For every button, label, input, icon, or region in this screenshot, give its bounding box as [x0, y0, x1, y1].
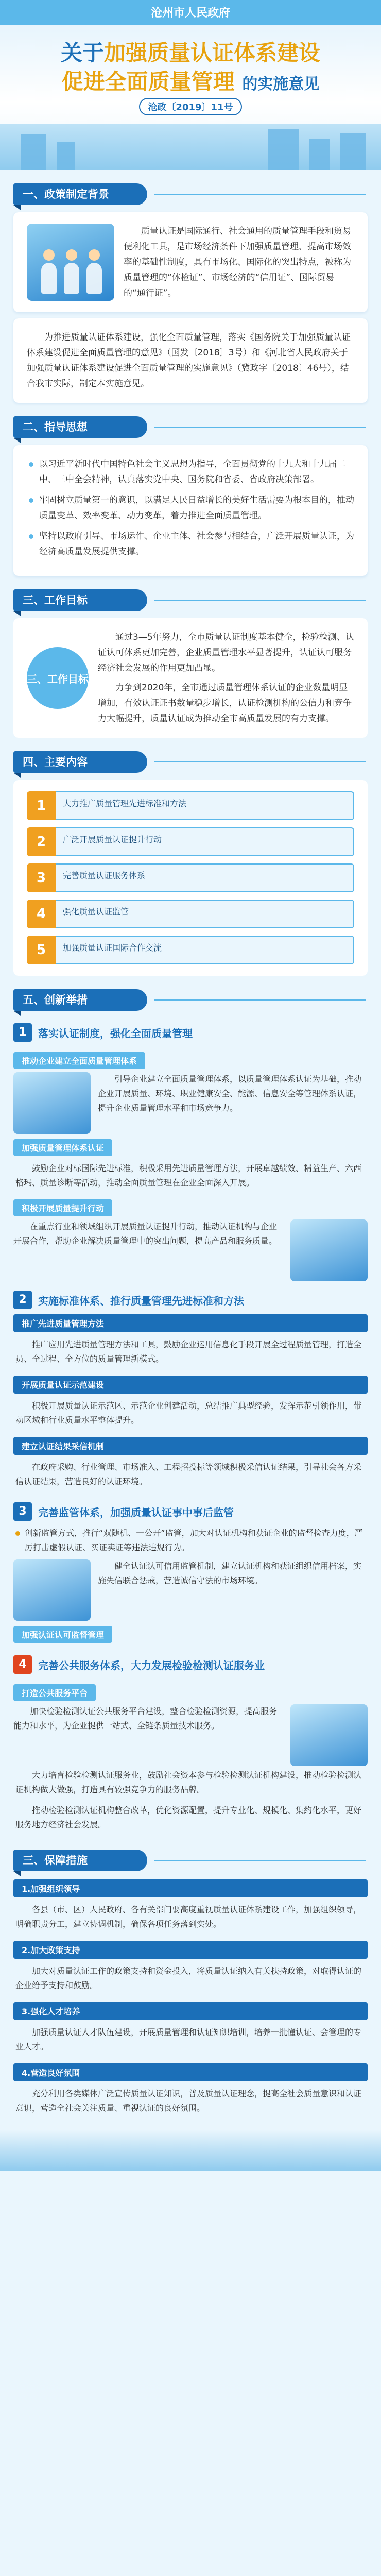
- guiding-item: 坚持以政府引导、市场运作、企业主体、社会参与相结合，广泛开展质量认证，为经济高质量发展提供支撑。: [27, 529, 354, 560]
- main-item: [27, 863, 354, 892]
- guarantee-tag: 1.加强组织领导: [13, 1879, 368, 1897]
- subsection-header: [13, 1655, 368, 1674]
- guarantee-tag: 2.加大政策支持: [13, 1941, 368, 1959]
- person-head: [66, 249, 77, 261]
- title-prefix: 关于: [60, 40, 104, 65]
- item-number: 3: [27, 863, 56, 892]
- illustration: [290, 1704, 368, 1766]
- main-content-list: [13, 780, 368, 976]
- ribbon-fold: [13, 773, 21, 778]
- section-title: 二、指导思想: [23, 421, 88, 433]
- item-number: 5: [27, 936, 56, 964]
- background-panel-2: [13, 318, 368, 403]
- illustration: [13, 1559, 91, 1621]
- title-line-2: [0, 65, 381, 96]
- item-text: 强化质量认证监管: [56, 900, 354, 928]
- topic-text: 推动检验检测认证机构整合改革，优化资源配置，提升专业化、规模化、集约化水平，更好服务地方经济社会发展。: [15, 1805, 362, 1829]
- ribbon-fold: [13, 438, 21, 443]
- person-head: [89, 249, 100, 261]
- building: [57, 142, 75, 170]
- topic-block: [13, 1219, 368, 1281]
- subsection-title: 完善公共服务体系，大力发展检验检测认证服务业: [38, 1659, 265, 1672]
- guarantee-text: 充分利用各类媒体广泛宣传质量认证知识，普及质量认证理念，提高全社会质量意识和认证意识，营造全社会关注质量、重视认证的良好氛围。: [15, 2089, 362, 2113]
- topic-tag: 积极开展质量提升行动: [13, 1199, 112, 1216]
- main-item: [27, 900, 354, 928]
- divider: [154, 194, 366, 195]
- person-figure: [86, 263, 102, 294]
- divider: [154, 427, 366, 428]
- doc-number: 沧政〔2019〕11号: [139, 98, 242, 115]
- topic-tag: 推动企业建立全面质量管理体系: [13, 1052, 145, 1069]
- item-number: 4: [27, 900, 56, 928]
- section-title: 三、保障措施: [23, 1854, 88, 1867]
- topic-tag: 建立认证结果采信机制: [13, 1437, 368, 1455]
- title-line-1: [0, 36, 381, 67]
- topic-tag: 加强认证认可监督管理: [13, 1626, 112, 1643]
- item-text: 加强质量认证国际合作交流: [56, 936, 354, 964]
- topic-text: 在政府采购、行业管理、市场准入、工程招投标等领域积极采信认证结果，引导社会各方采信认证结果，营造良好的认证环境。: [15, 1462, 362, 1486]
- background-text: 质量认证是国际通行、社会通用的质量管理手段和贸易便利化工具，是市场经济条件下加强质量管理、提高市场效率的基础性制度，具有市场化、国际化的突出特点，被称为质量管理的“体检证”、市场经济的“信用证”、国际贸易的“通行证”。: [124, 226, 351, 298]
- guiding-item: 牢固树立质量第一的意识，以满足人民日益增长的美好生活需要为根本目的，推动质量变革、效率变革、动力变革，着力推进全面质量管理。: [27, 493, 354, 523]
- guarantee-tag: 4.营造良好氛围: [13, 2063, 368, 2081]
- topic-tag: 推广先进质量管理方法: [13, 1314, 368, 1332]
- section-title: 三、工作目标: [23, 594, 88, 606]
- section-title: 四、主要内容: [23, 756, 88, 768]
- topic-text: 健全认证认可信用监管机制，建立认证机构和获证组织信用档案，实施失信联合惩戒，营造诚信守法的市场环境。: [98, 1561, 362, 1585]
- person-figure: [41, 263, 57, 294]
- topic-block: [13, 1704, 368, 1766]
- issuer: 沧州市人民政府: [150, 7, 230, 20]
- guiding-panel: [13, 445, 368, 576]
- topic-text: 在重点行业和领域组织开展质量认证提升行动，推动认证机构与企业开展合作，帮助企业解决质量管理中的突出问题，提高产品和服务质量。: [13, 1222, 278, 1246]
- subsection-number: 3: [13, 1502, 32, 1521]
- guarantee-tag: 3.强化人才培养: [13, 2002, 368, 2020]
- section-header: [0, 585, 381, 614]
- section-title: 一、政策制定背景: [23, 188, 109, 200]
- illustration: [13, 1072, 91, 1134]
- illustration: [290, 1219, 368, 1281]
- subsection-number: 2: [13, 1291, 32, 1309]
- subsection-header: [13, 1502, 368, 1521]
- guarantee-text: 加大对质量认证工作的政策支持和资金投入，将质量认证纳入有关扶持政策，对取得认证的企业给予支持和鼓励。: [15, 1966, 362, 1990]
- meeting-illustration: [27, 224, 114, 301]
- divider: [154, 1860, 366, 1861]
- ribbon-fold: [13, 205, 21, 210]
- goal-panel: [13, 618, 368, 738]
- main-item: [27, 827, 354, 856]
- title-highlight-1: 加强质量认证体系建设: [104, 40, 321, 65]
- topic-text: 鼓励企业对标国际先进标准，积极采用先进质量管理方法，开展卓越绩效、精益生产、六西格玛、质量诊断等活动，推动全面质量管理在企业全面深入开展。: [15, 1163, 362, 1188]
- guarantee-text: 加强质量认证人才队伍建设，开展质量管理和认证知识培训，培养一批懂认证、会管理的专业人才。: [15, 2027, 362, 2052]
- goal-badge: 三、工作目标: [27, 647, 89, 709]
- divider: [154, 600, 366, 601]
- goal-text: 通过3—5年努力，全市质量认证制度基本健全，检验检测、认证认可体系更加完善，企业质量管理水平显著提升，认证认可服务经济社会发展的作用更加凸显。: [98, 632, 354, 673]
- subsection-title: 完善监管体系，加强质量认证事中事后监管: [38, 1506, 234, 1519]
- item-text: 完善质量认证服务体系: [56, 863, 354, 892]
- section-header: [0, 1845, 381, 1874]
- section-header: [0, 985, 381, 1014]
- item-text: 广泛开展质量认证提升行动: [56, 827, 354, 856]
- topic-text: 加快检验检测认证公共服务平台建设，整合检验检测资源，提高服务能力和水平，为企业提供一站式、全链条质量技术服务。: [13, 1706, 278, 1731]
- section-title: 五、创新举措: [23, 994, 88, 1006]
- topic-tag: 开展质量认证示范建设: [13, 1376, 368, 1394]
- divider: [154, 761, 366, 762]
- title-highlight-2: 促进全面质量管理: [61, 69, 235, 94]
- topic-tag: 加强质量管理体系认证: [13, 1139, 112, 1156]
- item-number: 1: [27, 791, 56, 820]
- ribbon-fold: [13, 1871, 21, 1876]
- background-panel: [13, 212, 368, 312]
- topic-text: 推广应用先进质量管理方法和工具，鼓励企业运用信息化手段开展全过程质量管理，打造全员、全过程、全方位的质量管理新模式。: [15, 1340, 362, 1364]
- person-head: [43, 249, 55, 261]
- divider: [154, 999, 366, 1001]
- topic-text: 积极开展质量认证示范区、示范企业创建活动，总结推广典型经验，发挥示范引领作用，带动区域和行业质量水平整体提升。: [15, 1401, 362, 1425]
- city-skyline: [0, 124, 381, 170]
- section-header: [0, 412, 381, 441]
- ribbon-fold: [13, 611, 21, 616]
- topic-tag: 打造公共服务平台: [13, 1684, 96, 1701]
- section-header: [0, 179, 381, 208]
- subsection-number: 4: [13, 1655, 32, 1674]
- subsection-header: [13, 1023, 368, 1042]
- topic-block: [13, 1559, 368, 1621]
- subsection-number: 1: [13, 1023, 32, 1042]
- bullet-text: 创新监管方式，推行“双随机、一公开”监管，加大对认证机构和获证企业的监督检查力度，严厉打击虚假认证、买证卖证等违法违规行为。: [13, 1526, 368, 1555]
- guarantee-text: 各县（市、区）人民政府、各有关部门要高度重视质量认证体系建设工作，加强组织领导，明确职责分工，建立协调机制，确保各项任务落到实处。: [15, 1905, 362, 1929]
- section-header: [0, 747, 381, 776]
- background-text: 为推进质量认证体系建设，强化全面质量管理，落实《国务院关于加强质量认证体系建设促进全面质量管理的意见》（国发〔2018〕3号）和《河北省人民政府关于加强质量认证体系建设促进全面质量管理的实施意见》（冀政字〔2018〕46号），结合我市实际，制定本实施意见。: [27, 332, 351, 389]
- item-number: 2: [27, 827, 56, 856]
- topic-block: [13, 1072, 368, 1134]
- building: [268, 129, 299, 170]
- footer-skyline: [0, 2130, 381, 2171]
- goal-text: 力争到2020年，全市通过质量管理体系认证的企业数量明显增加，有效认证证书数量稳步增长，认证检测机构的公信力和竞争力大幅提升，质量认证成为推动全市高质量发展的有力支撑。: [98, 683, 352, 724]
- ribbon-fold: [13, 1011, 21, 1016]
- topic-text: 大力培育检验检测认证服务业，鼓励社会资本参与检验检测认证机构建设，推动检验检测认证机构做大做强，打造具有较强竞争力的服务品牌。: [15, 1770, 362, 1794]
- building: [21, 134, 46, 170]
- subsection-title: 落实认证制度，强化全面质量管理: [38, 1027, 193, 1040]
- topic-text: 引导企业建立全面质量管理体系，以质量管理体系认证为基础，推动企业开展质量、环境、职业健康安全、能源、信息安全等管理体系认证，提升企业质量管理水平和市场竞争力。: [98, 1074, 362, 1113]
- hero-banner: [0, 0, 381, 170]
- main-item: [27, 936, 354, 964]
- building: [309, 139, 330, 170]
- building: [340, 133, 366, 170]
- subsection-title: 实施标准体系、推行质量管理先进标准和方法: [38, 1294, 244, 1307]
- main-item: [27, 791, 354, 820]
- subsection-header: [13, 1291, 368, 1309]
- item-text: 大力推广质量管理先进标准和方法: [56, 791, 354, 820]
- guiding-item: 以习近平新时代中国特色社会主义思想为指导，全面贯彻党的十九大和十九届二中、三中全会精神，认真落实党中央、国务院和省委、省政府决策部署。: [27, 456, 354, 487]
- title-suffix: 的实施意见: [242, 75, 320, 93]
- person-figure: [64, 263, 79, 294]
